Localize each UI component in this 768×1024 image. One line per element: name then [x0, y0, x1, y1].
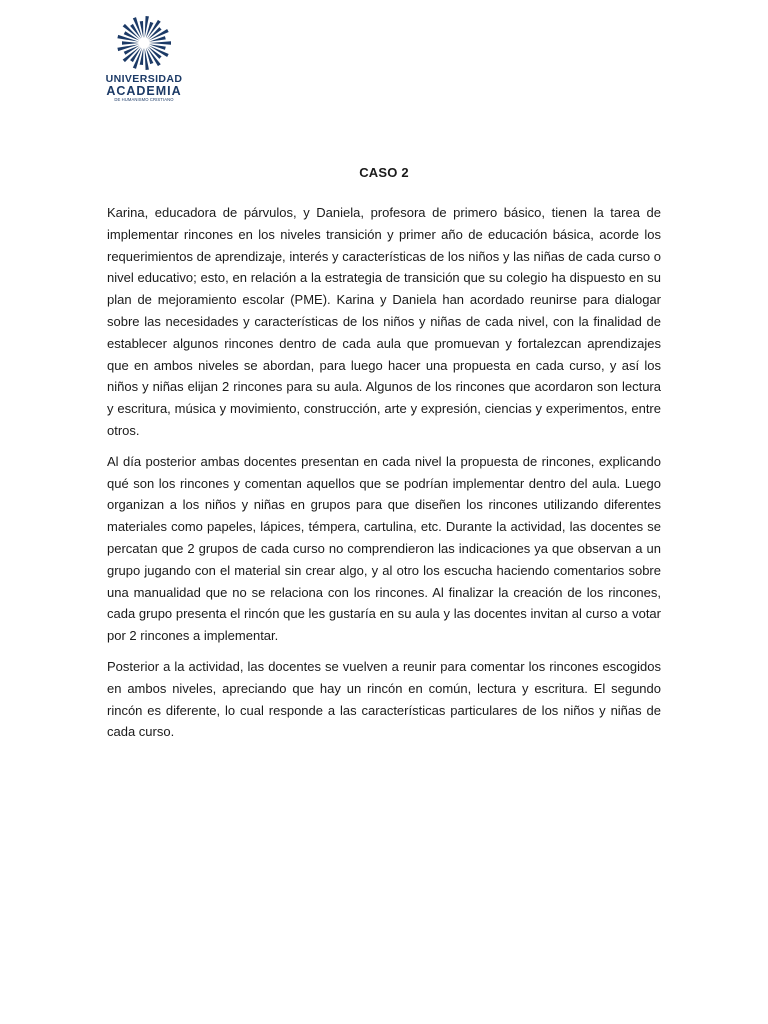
- sunburst-ray: [140, 48, 144, 65]
- sunburst-ray: [140, 21, 144, 38]
- document-title: CASO 2: [359, 165, 409, 180]
- paragraph-2: Al día posterior ambas docentes presentan en cada nivel la propuesta de rincones, explicando qué son los rincones y comentan aquellos que se podrían implementar dentro del aula. Luego organizan a los niños y niñas en grupos para que diseñen los rincones utilizando diferentes materiales como papeles, lápices, témpera, cartulina, etc. Durante la actividad, las docentes se percatan que 2 grupos de cada curso no comprendieron las indicaciones ya que observan a un grupo jugando con el material sin crear algo, y al otro los escucha haciendo comentarios sobre una manualidad que no se relaciona con los rincones. Al finalizar la creación de los rincones, cada grupo presenta el rincón que les gustaría en su aula y las docentes invitan al curso a votar por 2 rincones a implementar.: [107, 453, 661, 644]
- sunburst-ray: [122, 41, 139, 44]
- paragraph-1: Karina, educadora de párvulos, y Daniela, profesora de primero básico, tienen la tarea de implementar rincones en los niveles transición y primer año de educación básica, acorde los requerimientos de aprendizaje, interés y características de los niños y las niñas de cada curso o nivel educativo; esto, en relación a la estrategia de transición que su colegio ha dispuesto en su plan de mejoramiento escolar (PME). Karina y Daniela han acordado reunirse para dialogar sobre las necesidades y características de los niños y niñas de cada nivel, con la finalidad de establecer algunos rincones dentro de cada aula que promuevan y fortalezcan aprendizajes que en ambos niveles se abordan, para luego hacer una propuesta en cada curso, y así los niños y niñas elijan 2 rincones para su aula. Algunos de los rincones que acordaron son lectura y escritura, música y movimiento, construcción, arte y expresión, ciencias y experimentos, entre otros.: [107, 205, 661, 438]
- logo-line-humanismo: DE HUMANISMO CRISTIANO: [114, 97, 174, 102]
- university-logo: [98, 14, 190, 104]
- sunburst-ray: [149, 41, 171, 44]
- logo-line-universidad: UNIVERSIDAD: [105, 73, 183, 85]
- document-body: [107, 202, 661, 752]
- logo-line-academia: ACADEMIA: [106, 84, 182, 98]
- sunburst-icon: [98, 14, 190, 74]
- sunburst-center: [141, 40, 148, 47]
- paragraph-3: Posterior a la actividad, las docentes se vuelven a reunir para comentar los rincones escogidos en ambos niveles, apreciando que hay un rincón en común, lectura y escritura. El segundo rincón es diferente, lo cual responde a las características particulares de los niños y niñas de cada curso.: [107, 658, 661, 740]
